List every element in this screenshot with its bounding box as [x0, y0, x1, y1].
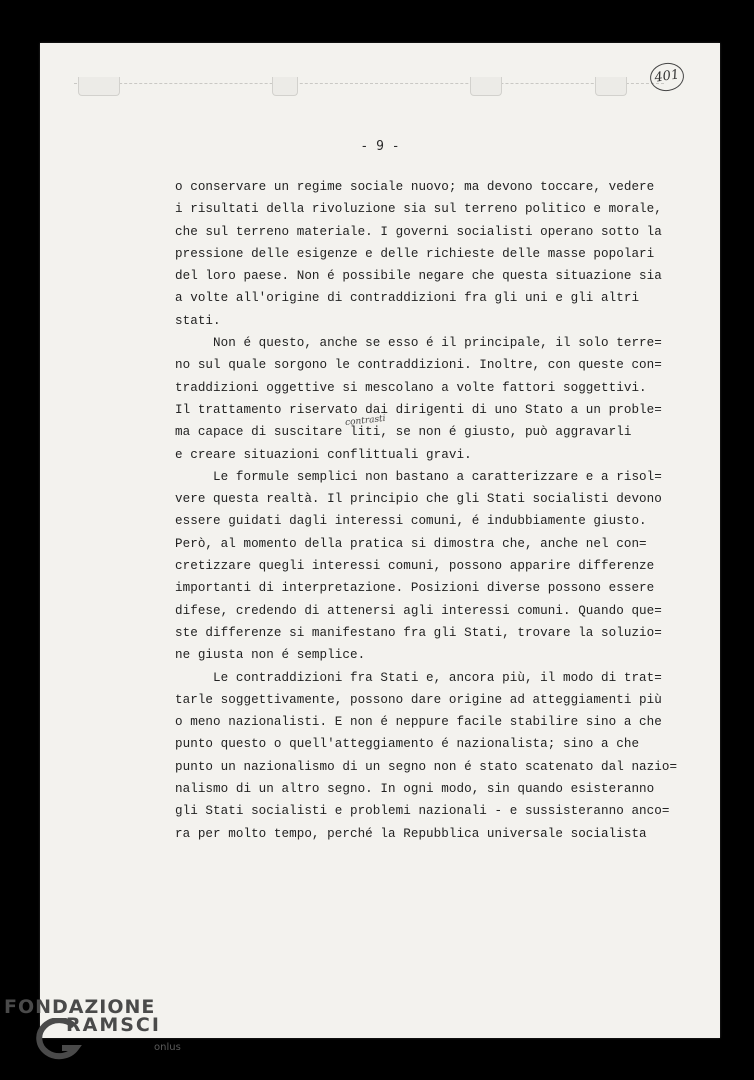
gramsci-logo-icon — [34, 1018, 82, 1062]
text-line: tarle soggettivamente, possono dare origine ad atteggiamenti più — [175, 692, 662, 707]
text-line: o conservare un regime sociale nuovo; ma devono toccare, vedere — [175, 180, 655, 194]
text-line: no sul quale sorgono le contraddizioni. Inoltre, con queste con= — [175, 358, 662, 373]
typed-body-text — [175, 176, 715, 845]
text-line: nalismo di un altro segno. In ogni modo, sin quando esisteranno — [175, 782, 655, 797]
text-line: ma capace di suscitare liti, se non é giusto, può aggravarli — [175, 425, 632, 440]
text-line: cretizzare quegli interessi comuni, possono apparire differenze — [175, 559, 655, 574]
text-line: Le contraddizioni fra Stati e, ancora più, il modo di trat= — [175, 670, 662, 685]
text-line: Però, al momento della pratica si dimostra che, anche nel con= — [175, 536, 647, 551]
page-number: - 9 - — [360, 139, 400, 154]
watermark-onlus: onlus — [154, 1042, 181, 1053]
watermark-line2: RAMSCI — [66, 1014, 161, 1036]
text-line: che sul terreno materiale. I governi socialisti operano sotto la — [175, 224, 662, 239]
text-line: stati. — [175, 313, 221, 328]
fondazione-gramsci-watermark — [4, 996, 204, 1053]
binding-tab — [470, 77, 502, 96]
archive-number-stamp: 401 — [648, 61, 686, 93]
text-line: gli Stati socialisti e problemi nazionali - e sussisteranno anco= — [175, 804, 670, 819]
text-line: pressione delle esigenze e delle richieste delle masse popolari — [175, 246, 655, 261]
text-line: vere questa realtà. Il principio che gli Stati socialisti devono — [175, 492, 662, 507]
text-line: punto questo o quell'atteggiamento é nazionalista; sino a che — [175, 737, 640, 752]
text-line: a volte all'origine di contraddizioni fra gli uni e gli altri — [175, 291, 640, 306]
binding-strip — [74, 83, 664, 98]
text-line: i risultati della rivoluzione sia sul terreno politico e morale, — [175, 202, 662, 217]
text-line: Le formule semplici non bastano a caratterizzare e a risol= — [175, 469, 662, 484]
text-line: Il trattamento riservato dai dirigenti di uno Stato a un proble= — [175, 402, 662, 417]
text-line: importanti di interpretazione. Posizioni diverse possono essere — [175, 581, 655, 596]
text-line: punto un nazionalismo di un segno non é stato scatenato dal nazio= — [175, 759, 678, 774]
watermark-line1: FONDAZIONE — [4, 996, 156, 1018]
text-line: del loro paese. Non é possibile negare che questa situazione sia — [175, 269, 662, 284]
binding-tab — [78, 77, 120, 96]
text-line: ste differenze si manifestano fra gli Stati, trovare la soluzio= — [175, 625, 662, 640]
handwritten-annotation: contrasti — [344, 413, 387, 429]
text-line: Non é questo, anche se esso é il principale, il solo terre= — [175, 336, 662, 351]
text-line: essere guidati dagli interessi comuni, é indubbiamente giusto. — [175, 514, 647, 529]
binding-tab — [595, 77, 627, 96]
binding-tab — [272, 77, 298, 96]
text-line: ne giusta non é semplice. — [175, 648, 366, 663]
text-line: o meno nazionalisti. E non é neppure facile stabilire sino a che — [175, 715, 662, 730]
text-line: ra per molto tempo, perché la Repubblica universale socialista — [175, 826, 647, 841]
document-page — [40, 43, 720, 1038]
text-line: e creare situazioni conflittuali gravi. — [175, 447, 472, 462]
text-line: traddizioni oggettive si mescolano a volte fattori soggettivi. — [175, 380, 647, 395]
text-line: difese, credendo di attenersi agli interessi comuni. Quando que= — [175, 603, 662, 618]
